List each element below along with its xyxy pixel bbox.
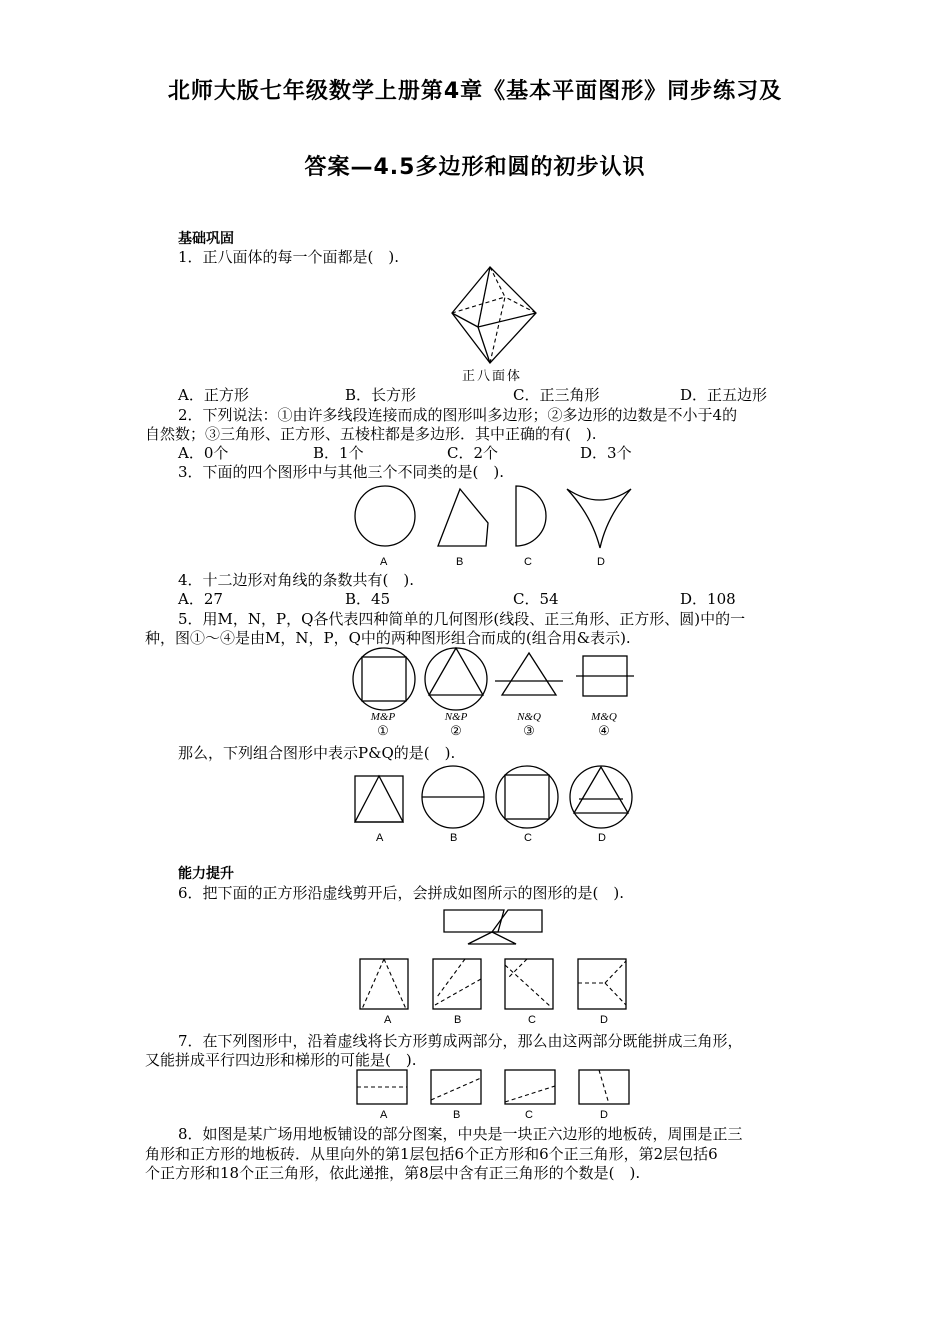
q1-stem: 1．正八面体的每一个面都是( ). <box>178 248 400 266</box>
q7-label-c: C <box>525 1109 533 1121</box>
page-title-line1: 北师大版七年级数学上册第4章《基本平面图形》同步练习及 <box>167 79 783 104</box>
q3-label-a: A <box>380 556 388 568</box>
q8-stem-line1: 8．如图是某广场用地板铺设的部分图案，中央是一块正六边形的地板砖，周围是正三 <box>178 1125 743 1143</box>
q3-stem: 3．下面的四个图形中与其他三个不同类的是( ). <box>178 463 505 481</box>
section-heading-basic: 基础巩固 <box>178 231 234 247</box>
q2-option-d: D．3个 <box>580 444 632 462</box>
q7-label-b: B <box>453 1109 461 1121</box>
q5-number-2: ② <box>450 724 462 739</box>
q5-label-c: C <box>524 832 532 844</box>
q5-label-b: B <box>450 832 458 844</box>
q5-number-1: ① <box>377 724 389 739</box>
q8-stem-line3: 个正方形和18个正三角形，依此递推，第8层中含有正三角形的个数是( ). <box>145 1164 641 1182</box>
q3-figures <box>350 483 640 553</box>
q5-number-4: ④ <box>598 724 610 739</box>
q4-option-a: A．27 <box>178 590 223 608</box>
q7-stem-line2: 又能拼成平行四边形和梯形的可能是( ). <box>145 1051 417 1069</box>
q5-caption-2: N&P <box>444 711 468 723</box>
q7-label-d: D <box>600 1109 608 1121</box>
q5-combo-figures <box>350 648 640 713</box>
q7-option-rectangles <box>355 1068 635 1108</box>
q1-option-a: A．正方形 <box>178 386 249 404</box>
q1-option-b: B．长方形 <box>345 386 417 404</box>
octahedron-caption: 正八面体 <box>462 369 523 384</box>
q2-option-c: C．2个 <box>447 444 499 462</box>
q5-caption-4: M&Q <box>591 711 617 723</box>
q3-label-c: C <box>524 556 532 568</box>
q2-stem-line1: 2．下列说法：①由许多线段连接而成的图形叫多边形；②多边形的边数是不小于4的 <box>178 406 738 424</box>
q1-option-d: D．正五边形 <box>680 386 768 404</box>
q4-option-b: B．45 <box>345 590 391 608</box>
q6-option-squares <box>355 957 635 1012</box>
q6-assembled-figure <box>440 904 550 952</box>
q3-label-d: D <box>597 556 605 568</box>
octahedron-figure <box>450 265 540 375</box>
q6-stem: 6．把下面的正方形沿虚线剪开后，会拼成如图所示的图形的是( ). <box>178 884 625 902</box>
q7-stem-line1: 7．在下列图形中，沿着虚线将长方形剪成两部分，那么由这两部分既能拼成三角形， <box>178 1032 743 1050</box>
q5-caption-3: N&Q <box>517 711 541 723</box>
q5-number-3: ③ <box>523 724 535 739</box>
q6-label-a: A <box>384 1014 392 1026</box>
q6-label-b: B <box>454 1014 462 1026</box>
q5-stem-line1: 5．用M，N，P，Q各代表四种简单的几何图形(线段、正三角形、正方形、圆)中的一 <box>178 610 746 628</box>
q5-question: 那么，下列组合图形中表示P&Q的是( ). <box>178 744 456 762</box>
q5-caption-1: M&P <box>370 711 396 723</box>
q7-label-a: A <box>380 1109 388 1121</box>
q2-stem-line2: 自然数；③三角形、正方形、五棱柱都是多边形．其中正确的有( ). <box>145 425 597 443</box>
q5-label-a: A <box>376 832 384 844</box>
q8-stem-line2: 角形和正方形的地板砖．从里向外的第1层包括6个正方形和6个正三角形，第2层包括6 <box>145 1145 718 1163</box>
q2-option-b: B．1个 <box>313 444 364 462</box>
q2-option-a: A．0个 <box>178 444 229 462</box>
section-heading-advanced: 能力提升 <box>178 866 234 882</box>
q1-option-c: C．正三角形 <box>513 386 600 404</box>
q4-option-d: D．108 <box>680 590 736 608</box>
q5-answer-figures <box>350 765 640 830</box>
q5-label-d: D <box>598 832 606 844</box>
q3-label-b: B <box>456 556 464 568</box>
q4-option-c: C．54 <box>513 590 559 608</box>
page-title-line2: 答案—4.5多边形和圆的初步认识 <box>304 155 646 180</box>
q6-label-c: C <box>528 1014 536 1026</box>
q4-stem: 4．十二边形对角线的条数共有( ). <box>178 571 415 589</box>
q6-label-d: D <box>600 1014 608 1026</box>
q5-stem-line2: 种，图①～④是由M，N，P，Q中的两种图形组合而成的(组合用&表示). <box>145 629 631 647</box>
